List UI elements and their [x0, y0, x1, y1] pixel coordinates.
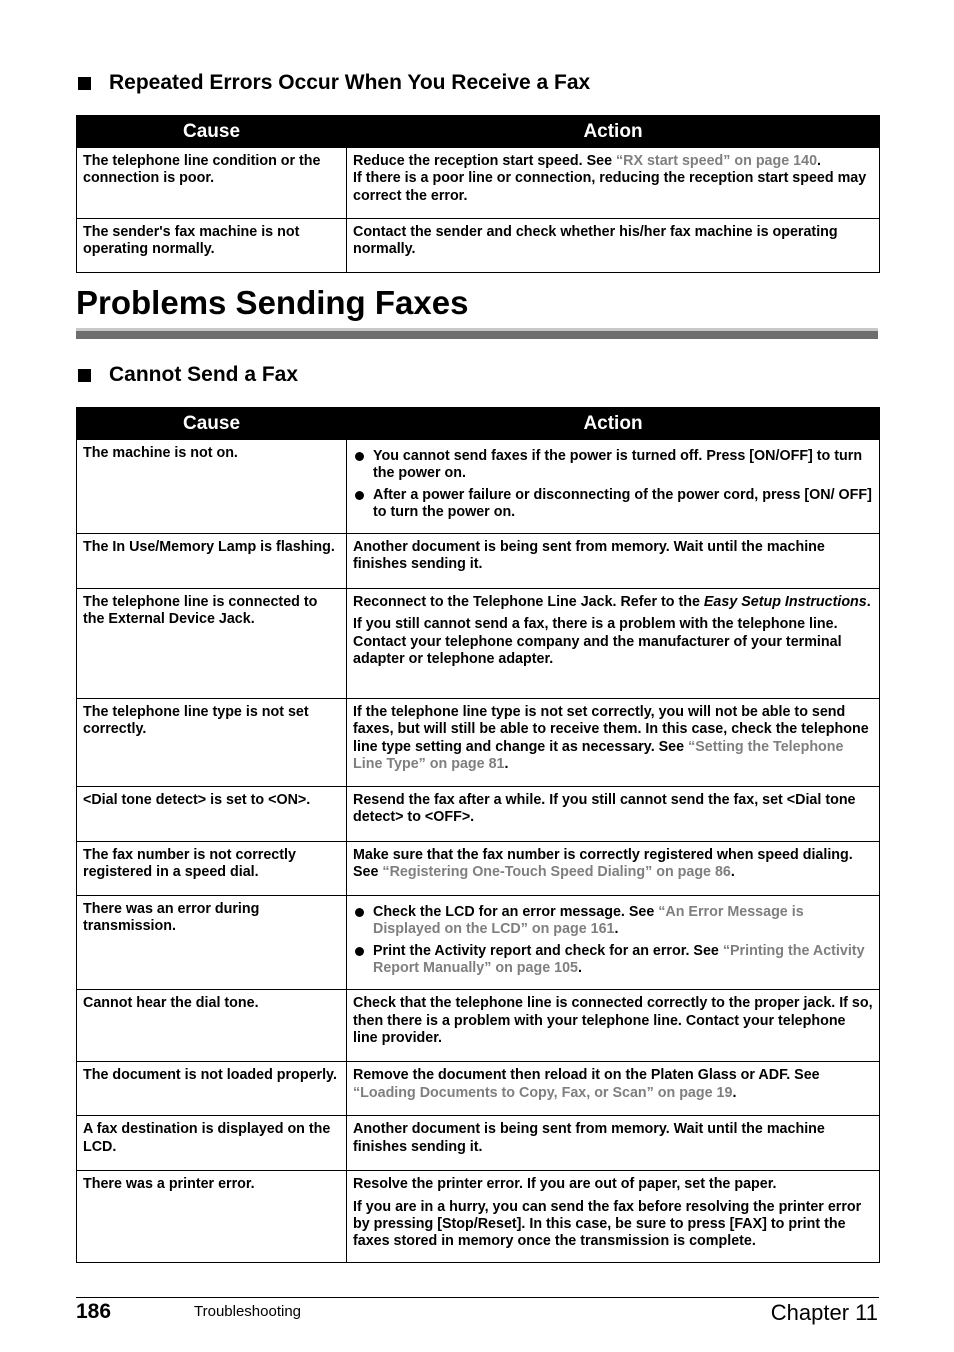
- action-text-end: .: [504, 756, 509, 773]
- action-text: Reconnect to the Telephone Line Jack. Refer to the: [353, 594, 704, 611]
- table-row: [77, 699, 880, 787]
- table-row: [77, 219, 880, 273]
- table-row: [77, 440, 880, 534]
- table-row: [77, 990, 880, 1062]
- cause-cell: <Dial tone detect> is set to <ON>.: [77, 787, 347, 842]
- action-cell: [347, 148, 880, 219]
- cross-reference-link[interactable]: “Setting the Telephone Line Type” on page 81: [353, 738, 844, 773]
- cross-reference-link[interactable]: “RX start speed” on page 140: [616, 153, 818, 169]
- cause-header: Cause: [77, 116, 347, 148]
- table-row: [77, 1171, 880, 1263]
- action-text: If there is a poor line or connection, reducing the reception start speed may correct the error.: [353, 170, 867, 204]
- action-paragraph: [353, 594, 873, 611]
- action-text-end: .: [732, 1084, 737, 1101]
- cause-cell: A fax destination is displayed on the LCD.: [77, 1116, 347, 1171]
- page-number: 186: [76, 1300, 112, 1323]
- action-text: Reduce the reception start speed. See: [353, 153, 616, 169]
- action-header: Action: [347, 116, 880, 148]
- footer-section-label: Troubleshooting: [194, 1303, 302, 1320]
- action-cell: [347, 842, 880, 896]
- table-row: [77, 148, 880, 219]
- bullet-text: Check the LCD for an error message. See: [373, 904, 659, 921]
- bullet-list: [353, 901, 873, 977]
- cause-cell: The sender's fax machine is not operating normally.: [77, 219, 347, 273]
- cause-cell: The machine is not on.: [77, 440, 347, 534]
- bullet-icon: [355, 491, 364, 500]
- action-paragraph: If you still cannot send a fax, there is a problem with the telephone line. Contact your telephone company and the manufacturer of your terminal adapter or telephone adapter.: [353, 616, 842, 668]
- cause-cell: The In Use/Memory Lamp is flashing.: [77, 534, 347, 589]
- action-cell: Resend the fax after a while. If you still cannot send the fax, set <Dial tone detect> to <OFF>.: [347, 787, 880, 842]
- bullet-icon: [355, 452, 364, 461]
- list-item: [353, 943, 873, 978]
- cause-header: Cause: [77, 408, 347, 440]
- cause-cell: The document is not loaded properly.: [77, 1062, 347, 1116]
- table-row: [77, 1062, 880, 1116]
- list-item: [353, 487, 873, 522]
- action-cell: [347, 1171, 880, 1263]
- action-text: Remove the document then reload it on the Platen Glass or ADF. See: [353, 1067, 820, 1084]
- cause-cell: The fax number is not correctly registered in a speed dial.: [77, 842, 347, 896]
- cross-reference-link[interactable]: “Registering One-Touch Speed Dialing” on page 86: [382, 864, 731, 881]
- bullet-icon: [355, 908, 364, 917]
- chapter-label: Chapter 11: [770, 1300, 878, 1325]
- bullet-text: You cannot send faxes if the power is turned off. Press [ON/OFF] to turn the power on.: [373, 448, 863, 482]
- title-rule: [76, 328, 878, 339]
- cross-reference-link[interactable]: “Loading Documents to Copy, Fax, or Scan” on page 19: [353, 1084, 733, 1101]
- bullet-icon: [355, 947, 364, 956]
- cause-cell: The telephone line condition or the connection is poor.: [77, 148, 347, 219]
- table-row: [77, 1116, 880, 1171]
- list-item: [353, 904, 873, 939]
- cause-cell: Cannot hear the dial tone.: [77, 990, 347, 1062]
- bullet-list: [353, 445, 873, 521]
- action-text-end: .: [817, 153, 821, 169]
- list-item: [353, 448, 873, 483]
- cause-cell: There was a printer error.: [77, 1171, 347, 1263]
- action-cell: Another document is being sent from memory. Wait until the machine finishes sending it.: [347, 1116, 880, 1171]
- action-cell: [347, 1062, 880, 1116]
- action-cell: Check that the telephone line is connected correctly to the proper jack. If so, then there is a problem with your telephone line. Contact your telephone line provider.: [347, 990, 880, 1062]
- cause-cell: The telephone line type is not set correctly.: [77, 699, 347, 787]
- cross-reference-link[interactable]: “Printing the Activity Report Manually” on page 105: [373, 942, 865, 977]
- action-text-end: .: [866, 594, 871, 611]
- action-cell: Another document is being sent from memory. Wait until the machine finishes sending it.: [347, 534, 880, 589]
- square-bullet-icon: [78, 77, 91, 90]
- action-cell: [347, 896, 880, 990]
- action-text-end: .: [730, 864, 735, 881]
- action-cell: [347, 589, 880, 699]
- bullet-text: After a power failure or disconnecting of the power cord, press [ON/ OFF] to turn the power on.: [373, 486, 872, 520]
- action-header: Action: [347, 408, 880, 440]
- action-paragraph: If you are in a hurry, you can send the fax before resolving the printer error by pressing [Stop/Reset]. In this case, be sure to press [FAX] to print the faxes stored in memory once the transmission is complete.: [353, 1198, 862, 1250]
- table-row: [77, 787, 880, 842]
- repeated-errors-table: [76, 115, 880, 273]
- cause-cell: There was an error during transmission.: [77, 896, 347, 990]
- cross-reference-link[interactable]: “An Error Message is Displayed on the LCD” on page 161: [373, 904, 804, 938]
- table-row: [77, 896, 880, 990]
- table-row: [77, 842, 880, 896]
- section-heading-text: Cannot Send a Fax: [109, 363, 299, 386]
- square-bullet-icon: [78, 369, 91, 382]
- page-title: Problems Sending Faxes: [76, 284, 469, 321]
- action-text: Make sure that the fax number is correctly registered when speed dialing. See: [353, 847, 853, 881]
- action-text: If the telephone line type is not set correctly, you will not be able to send faxes, but will still be able to receive them. In this case, check the telephone line type setting and change it as necessary. See: [353, 704, 869, 755]
- action-paragraph: Resolve the printer error. If you are out of paper, set the paper.: [353, 1176, 777, 1193]
- bullet-text-end: .: [577, 960, 582, 977]
- table-header-row: [77, 116, 880, 148]
- section-heading-repeated-errors: [78, 71, 590, 95]
- footer-rule: [76, 1297, 879, 1298]
- section-heading-text: Repeated Errors Occur When You Receive a Fax: [109, 71, 591, 94]
- section-heading-cannot-send: [78, 363, 298, 387]
- action-cell: Contact the sender and check whether his/her fax machine is operating normally.: [347, 219, 880, 273]
- document-title: Easy Setup Instructions: [703, 594, 867, 611]
- bullet-text: Print the Activity report and check for an error. See: [373, 942, 723, 959]
- cannot-send-table: [76, 407, 880, 1263]
- cause-cell: The telephone line is connected to the External Device Jack.: [77, 589, 347, 699]
- table-row: [77, 534, 880, 589]
- table-header-row: [77, 408, 880, 440]
- bullet-text-end: .: [614, 921, 619, 938]
- action-cell: [347, 699, 880, 787]
- action-cell: [347, 440, 880, 534]
- table-row: [77, 589, 880, 699]
